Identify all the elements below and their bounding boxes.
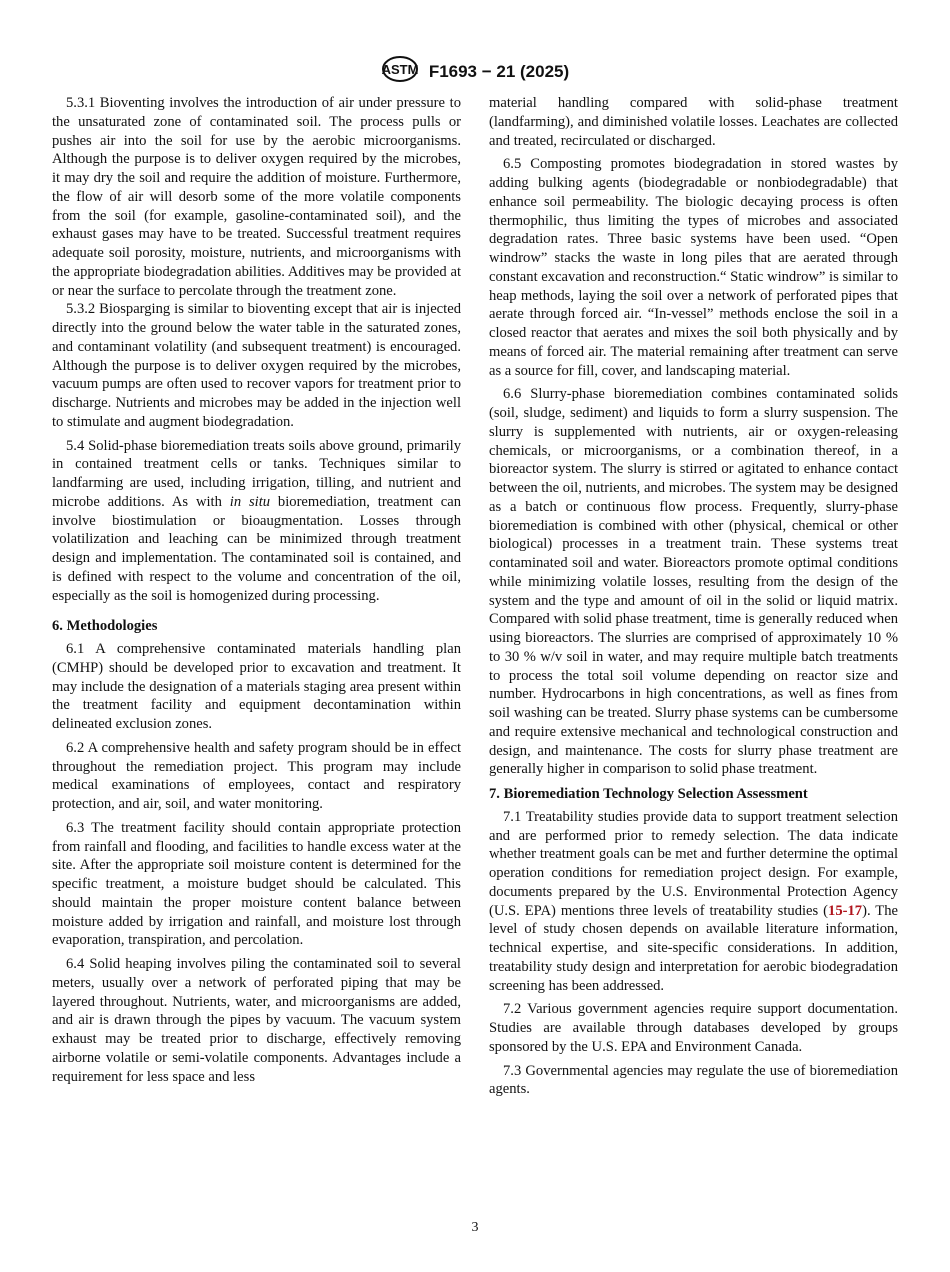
svg-text:ASTM: ASTM bbox=[381, 62, 419, 77]
paragraph-6-4-continued: material handling compared with solid-phase treatment (landfarming), and diminished volatile losses. Leachates are collected and treated, recirculated or discharged. bbox=[489, 95, 898, 149]
paragraph-6-1: 6.1 A comprehensive contaminated materials handling plan (CMHP) should be developed prior to excavation and treatment. It may include the designation of a materials staging area present within the treatment facility and equipment decontamination within delineated exclusion zones. bbox=[52, 641, 461, 732]
standard-designation: F1693 − 21 (2025) bbox=[428, 61, 570, 81]
page-number: 3 bbox=[471, 1220, 479, 1235]
paragraph-7-3: 7.3 Governmental agencies may regulate the use of bioremediation agents. bbox=[489, 1062, 898, 1098]
paragraph-7-2: 7.2 Various government agencies require support documentation. Studies are available through databases developed by groups sponsored by the U.S. EPA and Environment Canada. bbox=[489, 1001, 898, 1055]
paragraph-6-5: 6.5 Composting promotes biodegradation in stored wastes by adding bulking agents (biodegradable or nonbiodegradable) that enhance soil permeability. The biologic decaying process is often thermophilic, thus limiting the types of microbes and associated degradation rates. Three basic systems have been used. “Open windrow” stacks the waste in long piles that are aerated through constant excavation and reconstruction.“ Static windrow” is similar to heap methods, laying the soil over a network of perforated pipes that aerate through forced air. “In-vessel” methods enclose the soil in a closed reactor that aerates and mixes the soil both physically and by means of forced air. The material remaining after treatment can serve as a source for fill, cover, and landscaping material. bbox=[489, 156, 898, 379]
paragraph-7-1 bbox=[489, 808, 898, 996]
section-heading-6: 6. Methodologies bbox=[52, 618, 158, 635]
text: 7.1 Treatability studies provide data to support treatment selection and are performed prior to remedy selection. The data indicate whether treatment goals can be met and further determine the optimal operation conditions for remediation project design. For example, documents prepared by the U.S. Environmental Protection Agency (U.S. EPA) mentions three levels of treatability studies ( bbox=[489, 808, 898, 919]
text: bioremediation, treatment can involve biostimulation or bioaugmentation. Losses through volatilization and leaching can be minimized through treatment design and implementation. The contaminated soil is contained, and is defined with respect to the volume and concentration of the oil, especially as the soil is homogenized during processing. bbox=[52, 493, 461, 604]
reference-link[interactable]: 15-17 bbox=[828, 902, 863, 919]
italic-term: in situ bbox=[229, 493, 271, 510]
paragraph-5-3-2: 5.3.2 Biosparging is similar to bioventing except that air is injected directly into the ground below the water table in the saturated zones, and contaminant volatility (and subsequent treatment) is encouraged. Although the purpose is to deliver oxygen required by the microbes, vacuum pumps are often used to recover vapors for treatment prior to discharge. Nutrients and microbes may be added in the injection well to stimulate and augment biodegradation. bbox=[52, 301, 461, 430]
page-header bbox=[0, 56, 950, 87]
section-heading-7: 7. Bioremediation Technology Selection Assessment bbox=[489, 786, 808, 802]
paragraph-6-6: 6.6 Slurry-phase bioremediation combines contaminated solids (soil, sludge, sediment) and liquids to form a slurry suspension. The slurry is supplemented with nutrients, air or oxygen-releasing chemicals, or microorganisms, or a combination thereof, in a bioreactor system. The slurry is stirred or agitated to enhance contact between the oil, nutrients, and microbes. The system may be designed as a batch or continuous flow process. Frequently, slurry-phase bioremediation is combined with other (physical, chemical or other biological) processes in a treatment train. These systems treat contaminated soil and water. Bioreactors promote optimal conditions while minimizing volatile losses, resulting from the design of the system and the type and amount of oil in the solid or liquid matrix. Compared with solid phase treatment, time is generally reduced when using bioreactors. The slurries are comprised of approximately 10 % to 30 % w/v soil in water, and may require multiple batch treatments to process the total soil volume depending on reactor size and number. Hydrocarbons in high concentrations, as well as fines from soil washing can be treated. Slurry phase systems can be cumbersome and require extensive mechanical and technological construction and design, and maintenance. The costs for slurry phase treatment are generally higher in comparison to solid phase treatment. bbox=[489, 386, 898, 778]
paragraph-5-4 bbox=[52, 437, 461, 606]
text: 5.4 Solid-phase bioremediation treats soils above ground, primarily in contained treatment cells or tanks. Techniques similar to landfarming are used, including irrigation, tilling, and nutrient and microbe additions. As with bbox=[52, 437, 461, 510]
left-column bbox=[52, 94, 461, 1091]
right-column bbox=[489, 94, 898, 1104]
text: ). The level of study chosen depends on available literature information, technical expertise, and site-specific considerations. In addition, treatability study design and interpretation for aerobic biodegradation screening has been addressed. bbox=[489, 902, 898, 994]
astm-logo-icon bbox=[381, 56, 419, 87]
paragraph-5-3-1: 5.3.1 Bioventing involves the introduction of air under pressure to the unsaturated zone of contaminated soil. The process pulls or pushes air into the soil for use by the aerobic microorganisms. Although the purpose is to deliver oxygen required by the microbes, it may dry the soil and require the addition of moisture. Furthermore, the flow of air will desorb some of the more volatile components from the soil (for example, gasoline-contaminated soil), and the exhaust gases may have to be treated. Successful treatment requires adequate soil porosity, moisture, nutrients, and microorganisms with the appropriate biodegradation abilities. Additives may be provided at or near the surface to percolate through the treatment zone. bbox=[52, 95, 461, 299]
paragraph-6-3: 6.3 The treatment facility should contain appropriate protection from rainfall and flooding, and facilities to handle excess water at the site. After the appropriate soil moisture content is determined for the specific treatment, a moisture budget should be calculated. This should maintain the proper moisture content balance between moisture added by irrigation and rainfall, and moisture lost through evaporation, transpiration, and percolation. bbox=[52, 819, 461, 949]
paragraph-6-2: 6.2 A comprehensive health and safety program should be in effect throughout the remediation project. This program may include medical examinations of employees, contact and respiratory protection, and air, soil, and water monitoring. bbox=[52, 739, 461, 812]
paragraph-6-4: 6.4 Solid heaping involves piling the contaminated soil to several meters, usually over a network of perforated piping that may be layered throughout. Nutrients, water, and microorganisms are added, and air is drawn through the pipes by vacuum. The vacuum system exhaust may be treated prior to discharge, effectively removing airborne volatile or semi-volatile components. Advantages include a requirement for less space and less bbox=[52, 956, 461, 1085]
